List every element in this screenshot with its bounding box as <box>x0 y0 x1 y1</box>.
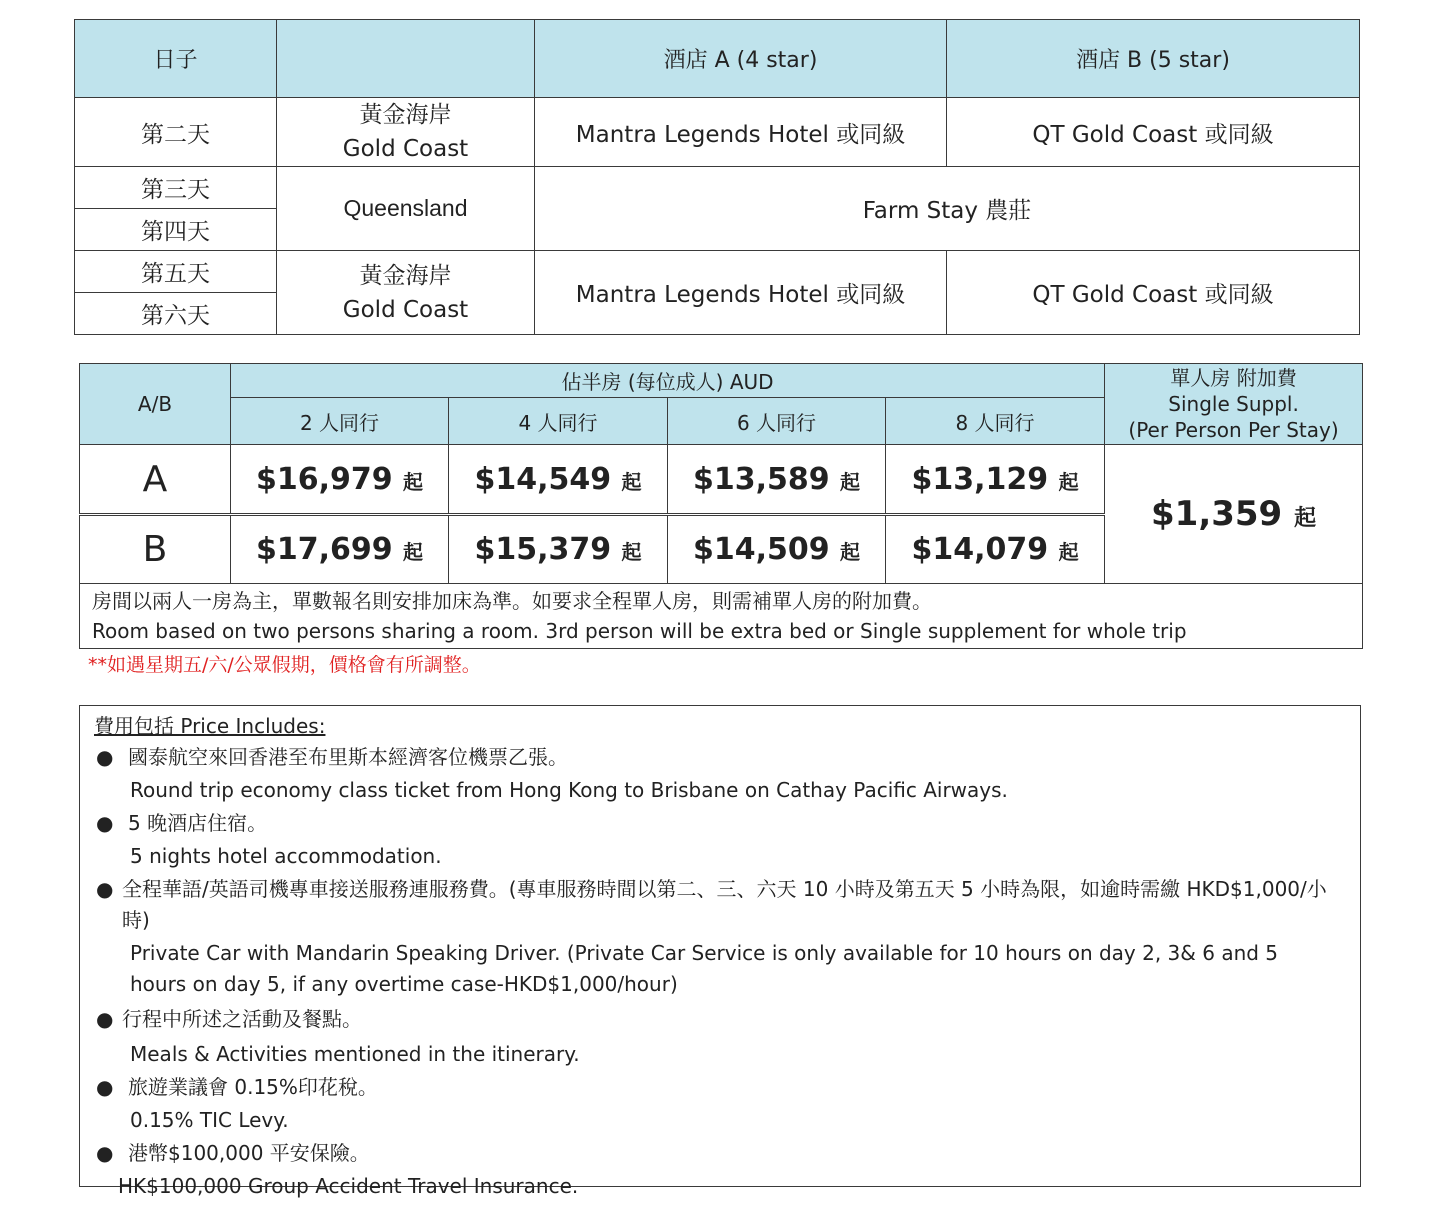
row-label-a: A <box>80 445 231 515</box>
price-cell <box>231 515 449 584</box>
table-row <box>75 167 1360 209</box>
day-cell: 第二天 <box>75 98 277 167</box>
price-cell <box>668 515 886 584</box>
hotel-table-header <box>75 20 1360 98</box>
price-row-a <box>80 445 1363 515</box>
from-suffix: 起 <box>621 540 642 564</box>
group-size-4: 4 人同行 <box>449 398 668 445</box>
place-en: Gold Coast <box>342 136 469 162</box>
suppl-line-en: Single Suppl. <box>1168 392 1299 416</box>
item-en: HK$100,000 Group Accident Travel Insurance. <box>118 1174 579 1198</box>
room-note-zh: 房間以兩人一房為主，單數報名則安排加床為準。如要求全程單人房，則需補單人房的附加費。 <box>92 589 932 613</box>
price-cell <box>449 445 668 515</box>
from-suffix: 起 <box>840 540 861 564</box>
suppl-price-value: $1,359 <box>1151 494 1283 534</box>
room-note-row <box>80 584 1363 649</box>
day-cell: 第四天 <box>75 209 277 251</box>
list-item <box>94 1072 1346 1136</box>
single-suppl-price <box>1105 445 1363 584</box>
item-zh: 全程華語/英語司機專車接送服務連服務費。(專車服務時間以第二、三、六天 10 小時及第五天 5 小時為限，如逾時需繳 HKD$1,000/小時) <box>122 877 1327 932</box>
table-row <box>75 251 1360 293</box>
place-zh: 黃金海岸 <box>359 102 452 128</box>
bullet-icon: ● <box>96 1141 114 1165</box>
hotel-table <box>74 19 1360 335</box>
bullet-icon: ● <box>96 745 114 769</box>
place-cell <box>277 98 535 167</box>
ab-label: A/B <box>80 364 231 445</box>
price-value: $14,549 <box>474 461 612 497</box>
item-en: 5 nights hotel accommodation. <box>130 844 442 868</box>
from-suffix: 起 <box>1058 469 1079 494</box>
group-size-8: 8 人同行 <box>886 398 1105 445</box>
price-value: $14,079 <box>911 532 1049 567</box>
item-zh: 行程中所述之活動及餐點。 <box>122 1007 362 1031</box>
price-value: $14,509 <box>692 532 830 567</box>
item-en: Round trip economy class ticket from Hong Kong to Brisbane on Cathay Pacific Airways. <box>130 778 1008 802</box>
price-value: $17,699 <box>255 532 393 567</box>
header-day: 日子 <box>75 20 277 98</box>
group-size-6: 6 人同行 <box>668 398 886 445</box>
hotel-b-cell: QT Gold Coast 或同級 <box>947 251 1360 335</box>
bullet-icon: ● <box>96 811 114 835</box>
bullet-icon: ● <box>96 1075 114 1099</box>
place-en: Gold Coast <box>342 296 469 323</box>
from-suffix: 起 <box>621 469 642 494</box>
price-value: $13,589 <box>692 461 830 497</box>
from-suffix: 起 <box>403 469 424 494</box>
item-zh: 旅遊業議會 0.15%印花稅。 <box>128 1075 378 1099</box>
place-zh: 黃金海岸 <box>359 262 452 289</box>
room-note-en: Room based on two persons sharing a room. 3rd person will be extra bed or Single supplement for whole trip <box>92 619 1187 643</box>
day-cell: 第五天 <box>75 251 277 293</box>
from-suffix: 起 <box>403 540 424 564</box>
list-item <box>94 742 1346 806</box>
price-adjust-note: **如遇星期五/六/公眾假期，價格會有所調整。 <box>88 654 481 676</box>
price-cell <box>449 515 668 584</box>
price-cell <box>886 515 1105 584</box>
price-value: $16,979 <box>255 461 393 497</box>
group-size-2: 2 人同行 <box>231 398 449 445</box>
list-item <box>94 808 1346 872</box>
price-value: $13,129 <box>911 461 1049 497</box>
suppl-line-note: (Per Person Per Stay) <box>1128 418 1339 442</box>
header-hotel-b: 酒店 B (5 star) <box>947 20 1360 98</box>
from-suffix: 起 <box>840 469 861 494</box>
price-value: $15,379 <box>474 532 612 567</box>
single-suppl-header <box>1105 364 1363 445</box>
row-label-b: B <box>80 515 231 584</box>
day-cell: 第六天 <box>75 293 277 335</box>
item-en: Meals & Activities mentioned in the itinerary. <box>130 1042 580 1066</box>
header-hotel-a: 酒店 A (4 star) <box>535 20 947 98</box>
item-zh: 港幣$100,000 平安保險。 <box>128 1141 370 1165</box>
list-item <box>94 874 1346 1000</box>
hotel-b-cell: QT Gold Coast 或同級 <box>947 98 1360 167</box>
item-zh: 5 晚酒店住宿。 <box>128 811 268 835</box>
item-zh: 國泰航空來回香港至布里斯本經濟客位機票乙張。 <box>128 745 568 769</box>
price-table <box>79 363 1363 649</box>
price-cell <box>668 445 886 515</box>
price-includes-box <box>79 705 1361 1198</box>
bullet-icon: ● <box>96 877 114 901</box>
item-en: 0.15% TIC Levy. <box>130 1108 289 1132</box>
list-item <box>94 1138 1346 1202</box>
bullet-icon: ● <box>96 1007 114 1031</box>
place-cell <box>277 251 535 335</box>
from-suffix: 起 <box>1058 540 1079 564</box>
table-row <box>75 98 1360 167</box>
suppl-line-zh: 單人房 附加費 <box>1170 366 1297 390</box>
twin-share-label: 佔半房 (每位成人) AUD <box>231 364 1105 398</box>
room-note <box>80 584 1363 649</box>
header-place <box>277 20 535 98</box>
list-item <box>94 1004 1346 1070</box>
price-includes-title: 費用包括 Price Includes: <box>94 714 326 738</box>
price-cell <box>886 445 1105 515</box>
item-en: Private Car with Mandarin Speaking Driver. (Private Car Service is only available for 10 hours on day 2, 3& 6 and 5 hours on day 5, if any overtime case-HKD$1,000/hour) <box>130 941 1279 996</box>
farm-stay-cell: Farm Stay 農莊 <box>535 167 1360 251</box>
from-suffix: 起 <box>1294 506 1317 531</box>
hotel-a-cell: Mantra Legends Hotel 或同級 <box>535 98 947 167</box>
hotel-a-cell: Mantra Legends Hotel 或同級 <box>535 251 947 335</box>
price-cell <box>231 445 449 515</box>
place-cell: Queensland <box>277 167 535 251</box>
day-cell: 第三天 <box>75 167 277 209</box>
price-header-row <box>80 364 1363 398</box>
